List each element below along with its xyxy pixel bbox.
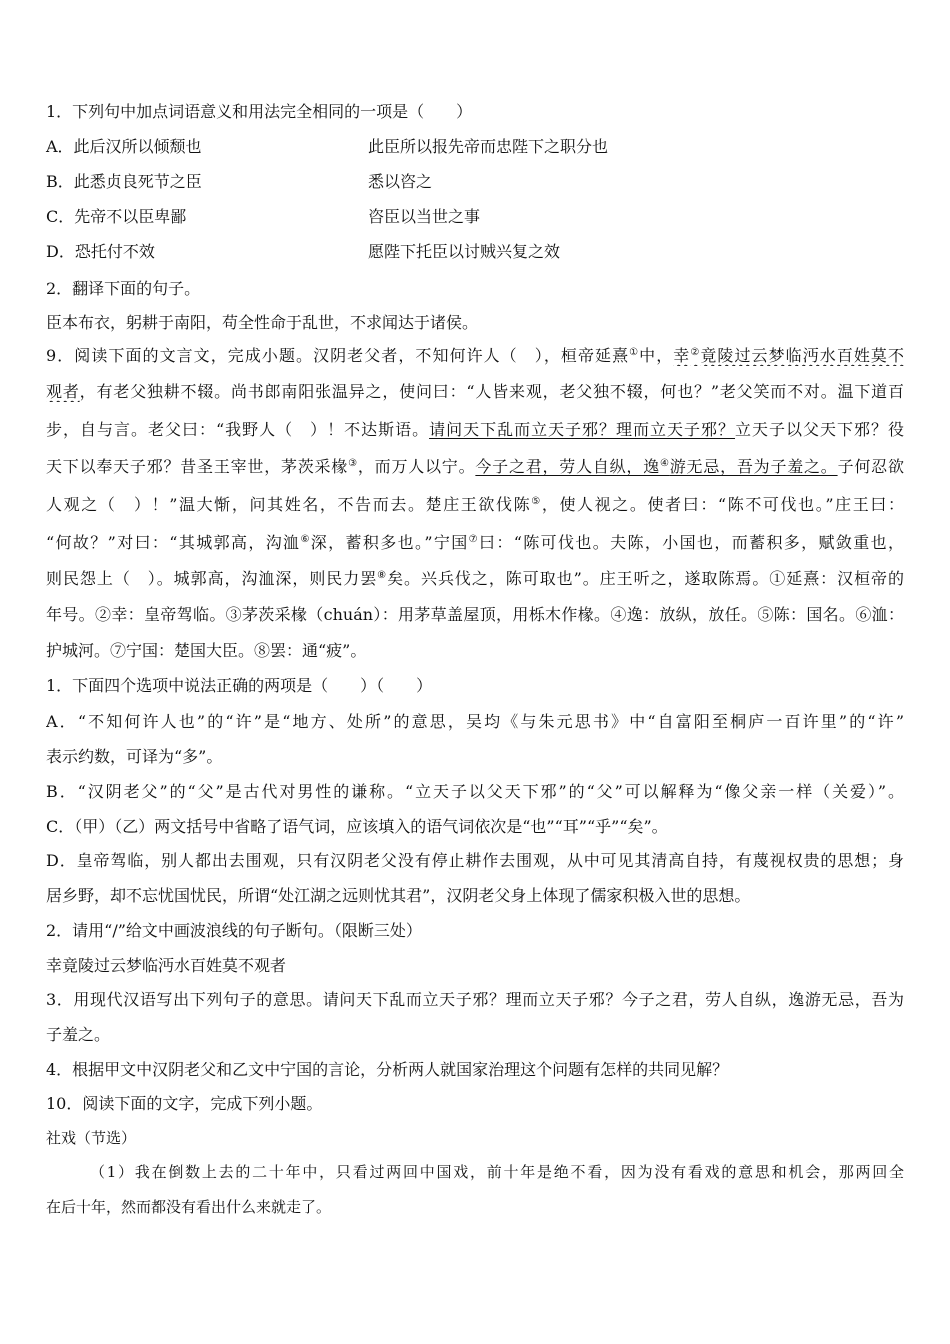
q1-option-b: B．此悉贞良死节之臣: [46, 172, 202, 191]
q10-title: 社戏（节选）: [46, 1129, 137, 1147]
sub1-option-b: B．“汉阴老父”的“父”是古代对男性的谦称。“立天子以父天下邪”的“父”可以解释为“像父亲一样（关爱）”。: [46, 782, 904, 801]
q1-stem: 1．下列句中加点词语意义和用法完全相同的一项是（ ）: [46, 102, 473, 121]
sub1-option-c: C．（甲）（乙）两文括号中省略了语气词，应该填入的语气词依次是“也”“耳”“乎”“矣”。: [46, 817, 668, 836]
sub1-option-a-line2: 表示约数，可译为“多”。: [46, 747, 223, 766]
sub1-option-d-line1: D．皇帝驾临，别人都出去围观，只有汉阴老父没有停止耕作去围观，从中可见其清高自持，有蔑视权贵的思想；身: [46, 851, 904, 870]
q10-stem: 10．阅读下面的文字，完成下列小题。: [46, 1094, 323, 1113]
sub2-sentence: 幸竟陵过云梦临沔水百姓莫不观者: [46, 956, 287, 975]
passage-line-4: 天下以奉天子邪？昔圣王宰世，茅茨采椽③，而万人以宁。今子之君，劳人自纵，逸④游无忌，吾为子羞之。子何忍欲: [46, 457, 904, 476]
wavy-sentence: 幸②竟陵过云梦临沔水百姓莫不: [673, 346, 904, 365]
passage-line-2: 观者，有老父独耕不辍。尚书郎南阳张温异之，使问曰：“人皆来观，老父独不辍，何也？”老父笑而不对。温下道百: [46, 382, 904, 401]
passage-line-7: 则民怨上（ ）。城郭高，沟洫深，则民力罢⑧矣。兴兵伐之，陈可取也”。庄王听之，遂取陈焉。①延熹：汉桓帝的: [46, 569, 904, 588]
q10-paragraph-1-line1: （1）我在倒数上去的二十年中，只看过两回中国戏，前十年是绝不看，因为没有看戏的意思和机会，那两回全: [90, 1163, 904, 1181]
passage-line-3: 步，自与言。老父曰：“我野人（ ）！不达斯语。请问天下乱而立天子邪？理而立天子邪？立天子以父天下邪？役: [46, 420, 904, 439]
q1-option-a: A．此后汉所以倾颓也: [46, 137, 202, 156]
passage-line-6: “何故？”对曰：“其城郭高，沟洫⑥深，蓄积多也。”宁国⑦曰：“陈可伐也。夫陈，小国也，而蓄积多，赋敛重也，: [46, 533, 904, 552]
underlined-sentence-1: 请问天下乱而立天子邪？理而立天子邪？: [429, 420, 736, 439]
q2-sentence: 臣本布衣，躬耕于南阳，苟全性命于乱世，不求闻达于诸侯。: [46, 313, 479, 332]
passage-line-8: 年号。②幸：皇帝驾临。③茅茨采椽（chuán）：用茅草盖屋顶，用栎木作椽。④逸：放纵，放任。⑤陈：国名。⑥洫：: [46, 605, 904, 624]
passage-line-5: 人观之（ ）！”温大惭，问其姓名，不告而去。楚庄王欲伐陈⑤，使人视之。使者曰：“陈不可伐也。”庄王曰：: [46, 495, 904, 514]
q1-option-d-pair: 愿陛下托臣以讨贼兴复之效: [368, 242, 561, 261]
q1-option-c: C．先帝不以臣卑鄙: [46, 207, 187, 226]
sub1-option-a-line1: A．“不知何许人也”的“许”是“地方、处所”的意思，吴均《与朱元思书》中“自富阳至桐庐一百许里”的“许”: [46, 712, 904, 731]
sub3-line1: 3．用现代汉语写出下列句子的意思。请问天下乱而立天子邪？理而立天子邪？今子之君，劳人自纵，逸游无忌，吾为: [46, 990, 904, 1009]
sub1-option-d-line2: 居乡野，却不忘忧国忧民，所谓“处江湖之远则忧其君”，汉阴老父身上体现了儒家积极入世的思想。: [46, 886, 751, 905]
q2-stem: 2．翻译下面的句子。: [46, 279, 201, 298]
q1-option-b-pair: 悉以咨之: [368, 172, 433, 191]
wavy-sentence-end: 观者: [46, 382, 80, 401]
sub4-stem: 4．根据甲文中汉阴老父和乙文中宁国的言论，分析两人就国家治理这个问题有怎样的共同见解？: [46, 1060, 729, 1079]
underlined-sentence-2: 今子之君，劳人自纵，逸④游无忌，吾为子羞之。: [475, 457, 838, 476]
sub1-stem: 1．下面四个选项中说法正确的两项是（ ）（ ）: [46, 676, 433, 695]
q1-option-d: D．恐托付不效: [46, 242, 155, 261]
sub3-line2: 子羞之。: [46, 1025, 111, 1044]
passage-line-1: 9．阅读下面的文言文，完成小题。汉阴老父者，不知何许人（ ），桓帝延熹①中，幸②竟陵过云梦临沔水百姓莫不: [46, 346, 904, 365]
q1-option-c-pair: 咨臣以当世之事: [368, 207, 481, 226]
q1-option-a-pair: 此臣所以报先帝而忠陛下之职分也: [368, 137, 609, 156]
q10-paragraph-1-line2: 在后十年，然而都没有看出什么来就走了。: [46, 1198, 332, 1216]
passage-line-9: 护城河。⑦宁国：楚国大臣。⑧罢：通“疲”。: [46, 641, 367, 660]
sub2-stem: 2．请用“/”给文中画波浪线的句子断句。（限断三处）: [46, 921, 422, 940]
